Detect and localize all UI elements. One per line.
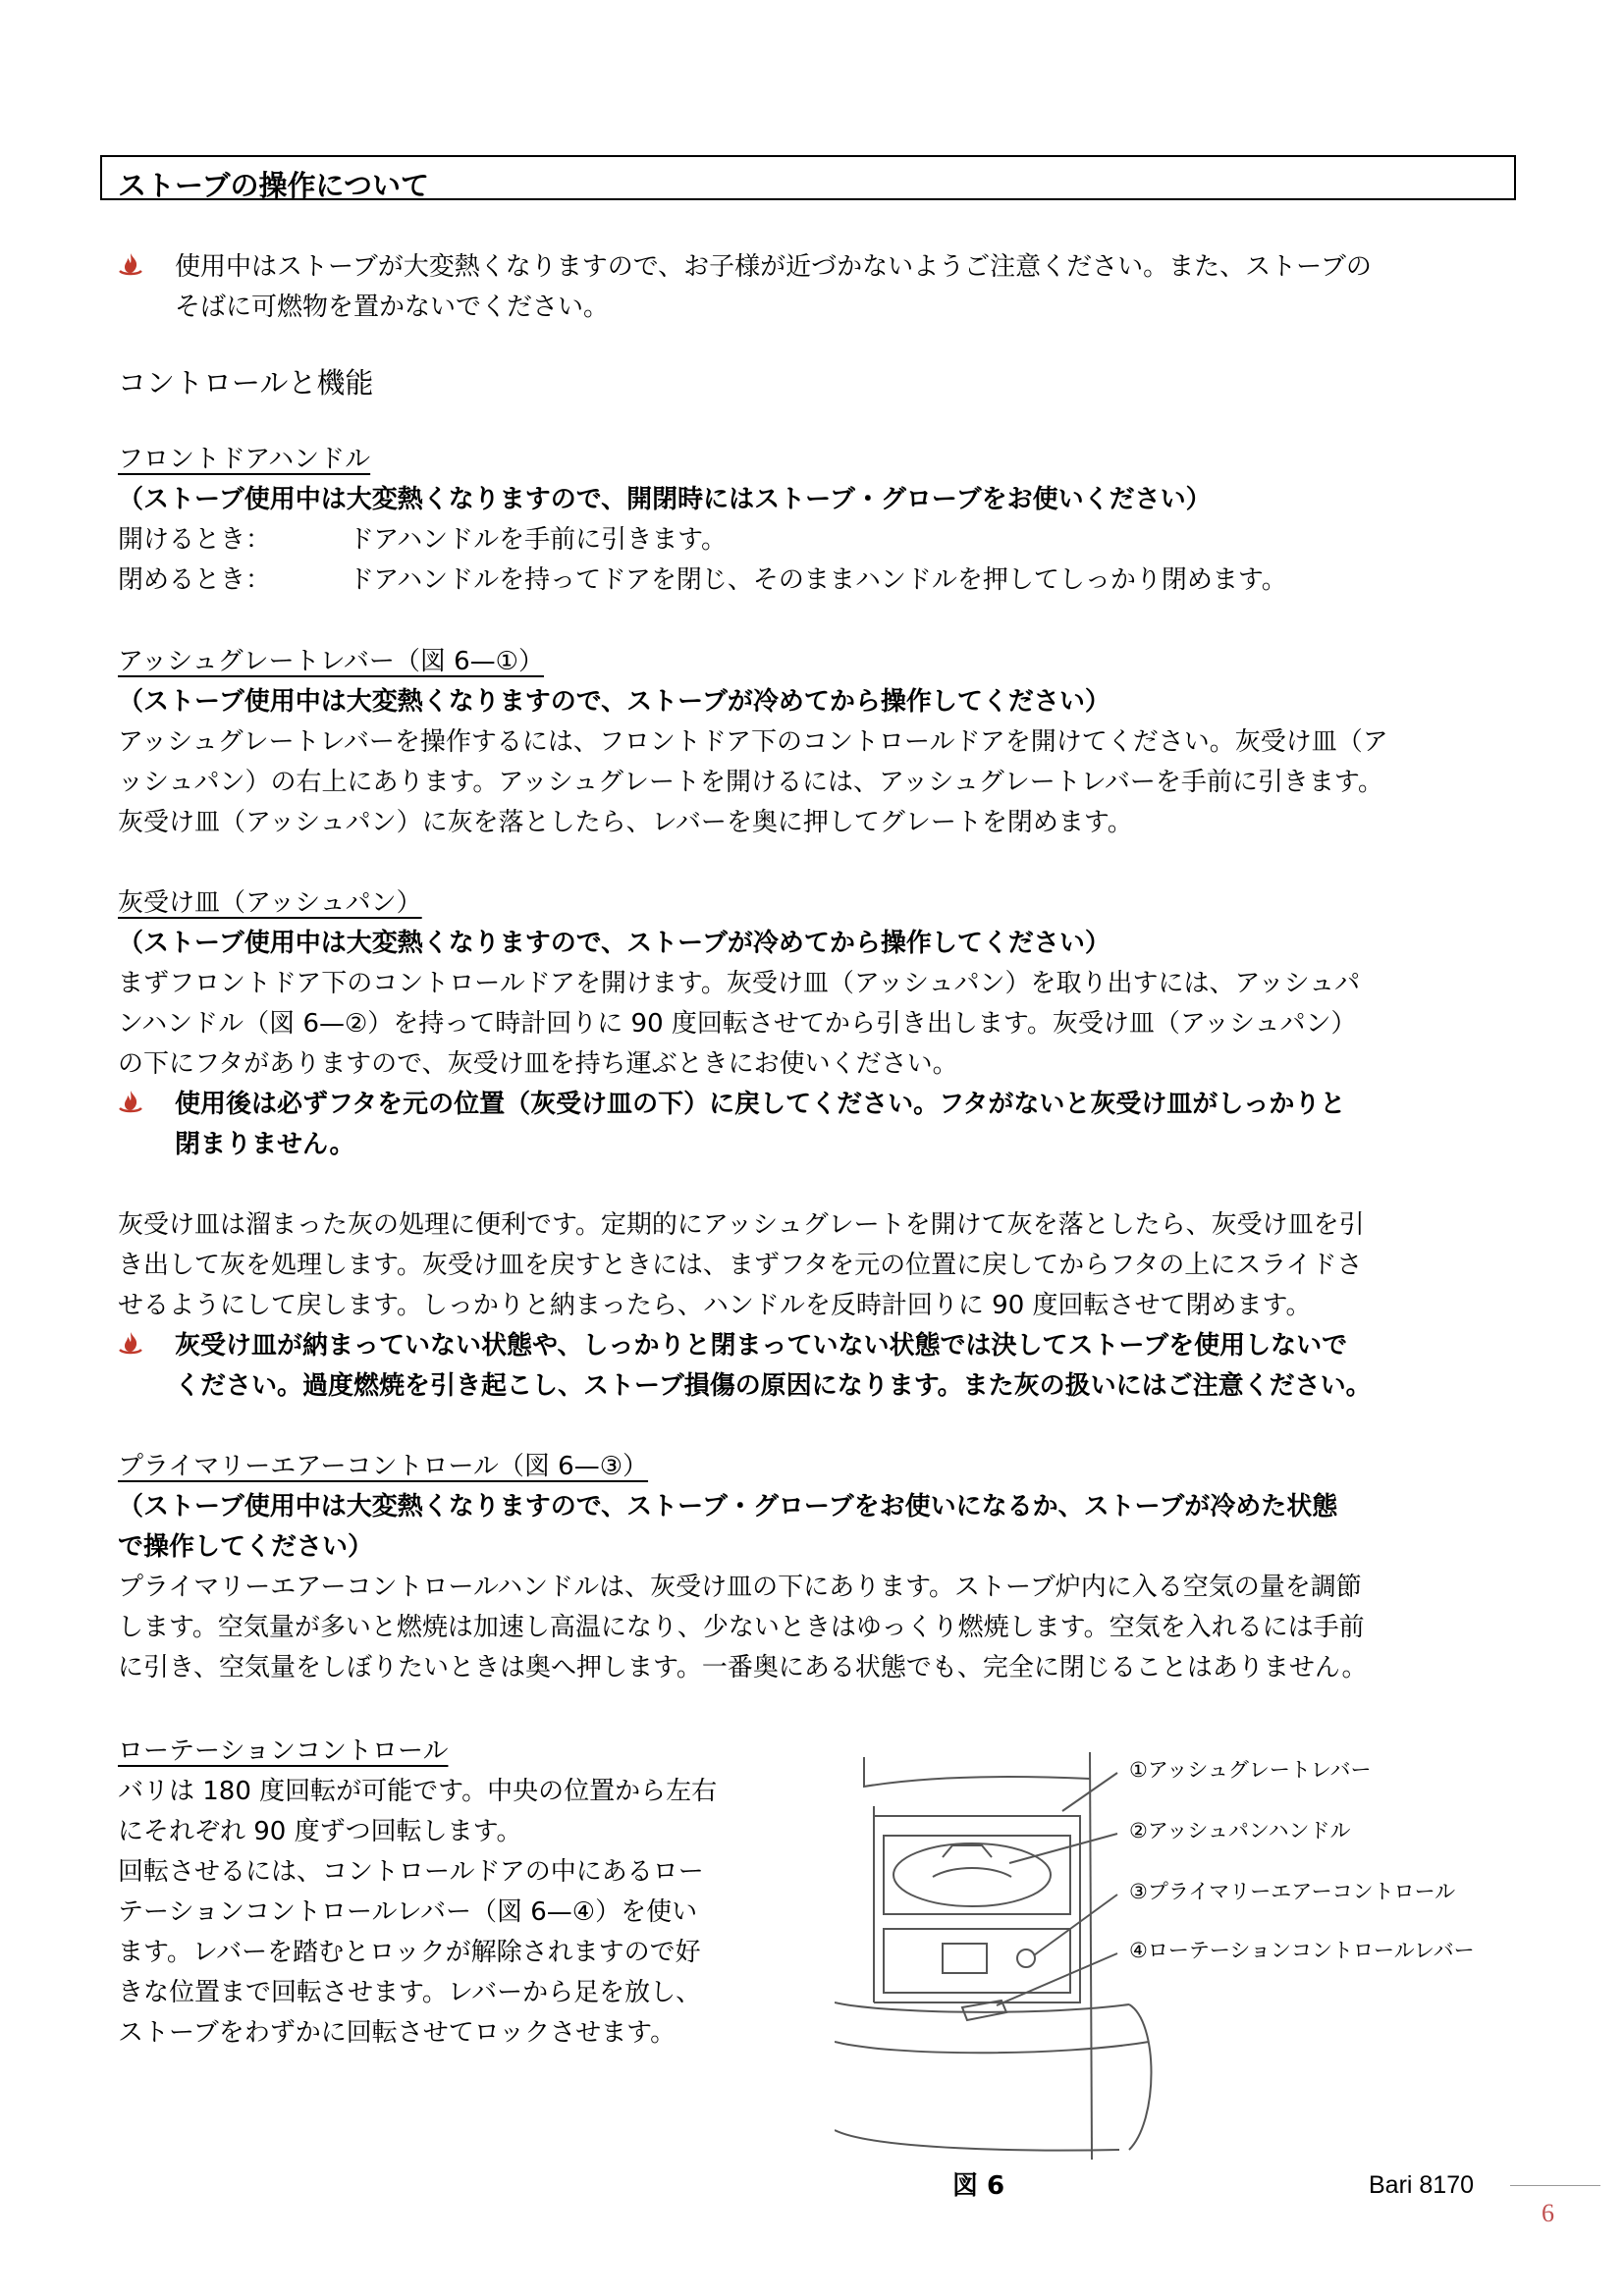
footer-rule	[1510, 2185, 1600, 2186]
close-text: ドアハンドルを持ってドアを閉じ、そのままハンドルを押してしっかり閉めます。	[349, 565, 1287, 595]
open-row	[118, 520, 1512, 561]
body-line: ます。レバーを踏むとロックが解除されますので好	[118, 1938, 701, 1967]
front-door-section	[118, 440, 1512, 601]
section-title-box	[100, 155, 1516, 200]
warning-line: 使用後は必ずフタを元の位置（灰受け皿の下）に戻してください。フタがないと灰受け皿がしっかりと	[175, 1090, 1346, 1119]
ash-grate-section	[118, 642, 1512, 843]
flame-warning-icon	[118, 1330, 143, 1356]
footer-model: Bari 8170	[1369, 2171, 1475, 2199]
ash-grate-caution: （ストーブ使用中は大変熱くなりますので、ストーブが冷めてから操作してください）	[118, 687, 1110, 717]
body-line: の下にフタがありますので、灰受け皿を持ち運ぶときにお使いください。	[118, 1049, 958, 1079]
body-line: ンハンドル（図 6—②）を持って時計回りに 90 度回転させてから引き出します。灰受け皿（アッシュパン）	[118, 1009, 1357, 1039]
warning-notice-top	[118, 247, 1512, 328]
warning-line: 閉まりません。	[175, 1130, 355, 1159]
body-line: にそれぞれ 90 度ずつ回転します。	[118, 1817, 522, 1846]
front-door-caution: （ストーブ使用中は大変熱くなりますので、開閉時にはストーブ・グローブをお使いください）	[118, 485, 1212, 514]
warning-line: そばに可燃物を置かないでください。	[175, 293, 610, 322]
body-line: 灰受け皿（アッシュパン）に灰を落としたら、レバーを奥に押してグレートを閉めます。	[118, 808, 1133, 837]
front-door-heading: フロントドアハンドル	[118, 445, 371, 474]
body-line: します。空気量が多いと燃焼は加速し高温になり、少ないときはゆっくり燃焼します。空気を入れるには手前	[118, 1613, 1365, 1642]
warning-notice-ash-pan	[118, 1326, 1512, 1407]
page-title: ストーブの操作について	[118, 169, 429, 202]
body-line: せるようにして戻します。しっかりと納まったら、ハンドルを反時計回りに 90 度回転させて閉めます。	[118, 1291, 1312, 1320]
figure-label-rotation: ④ローテーションコントロールレバー	[1129, 1939, 1475, 1962]
warning-line: ください。過度燃焼を引き起こし、ストーブ損傷の原因になります。また灰の扱いにはご注意ください。	[175, 1371, 1372, 1401]
close-label: 閉めるとき：	[118, 565, 272, 595]
primary-air-section	[118, 1447, 1512, 1688]
ash-pan-section	[118, 883, 1512, 1085]
figure-label-primary-air: ③プライマリーエアーコントロール	[1129, 1880, 1456, 1903]
body-line: 灰受け皿は溜まった灰の処理に便利です。定期的にアッシュグレートを開けて灰を落としたら、灰受け皿を引	[118, 1210, 1365, 1240]
open-text: ドアハンドルを手前に引きます。	[349, 525, 728, 555]
ash-grate-heading: アッシュグレートレバー（図 6—①）	[118, 647, 544, 676]
flame-warning-icon	[118, 1089, 143, 1114]
ash-pan-body-2	[118, 1205, 1512, 1326]
figure-caption: 図 6	[952, 2171, 1005, 2201]
ash-pan-heading: 灰受け皿（アッシュパン）	[118, 888, 422, 918]
flame-warning-icon	[118, 251, 143, 277]
warning-notice-lid	[118, 1085, 1512, 1165]
body-line: まずフロントドア下のコントロールドアを開けます。灰受け皿（アッシュパン）を取り出すには、アッシュパ	[118, 969, 1361, 998]
body-line: アッシュグレートレバーを操作するには、フロントドア下のコントロールドアを開けてください。灰受け皿（ア	[118, 727, 1388, 757]
open-label: 開けるとき：	[118, 525, 272, 555]
close-row	[118, 561, 1512, 601]
section-heading: コントロールと機能	[118, 366, 374, 400]
figure-label-ash-pan: ②アッシュパンハンドル	[1129, 1819, 1351, 1842]
body-line: テーションコントロールレバー（図 6—④）を使い	[118, 1897, 698, 1927]
figure-label-ash-grate: ①アッシュグレートレバー	[1129, 1758, 1372, 1782]
body-line: 回転させるには、コントロールドアの中にあるロー	[118, 1857, 704, 1887]
body-line: き出して灰を処理します。灰受け皿を戻すときには、まずフタを元の位置に戻してからフタの上にスライドさ	[118, 1251, 1363, 1280]
primary-air-caution: （ストーブ使用中は大変熱くなりますので、ストーブ・グローブをお使いになるか、ストーブが冷めた状態	[118, 1492, 1338, 1522]
body-line: きな位置まで回転させます。レバーから足を放し、	[118, 1978, 702, 2007]
body-line: プライマリーエアーコントロールハンドルは、灰受け皿の下にあります。ストーブ炉内に入る空気の量を調節	[118, 1573, 1362, 1602]
primary-air-heading: プライマリーエアーコントロール（図 6—③）	[118, 1452, 649, 1481]
stove-diagram	[835, 1747, 1502, 2160]
warning-line: 使用中はストーブが大変熱くなりますので、お子様が近づかないようご注意ください。また、ストーブの	[175, 252, 1372, 282]
warning-line: 灰受け皿が納まっていない状態や、しっかりと閉まっていない状態では決してストーブを使用しないで	[175, 1331, 1348, 1361]
primary-air-caution: で操作してください）	[118, 1532, 374, 1562]
body-line: に引き、空気量をしぼりたいときは奥へ押します。一番奥にある状態でも、完全に閉じることはありません。	[118, 1653, 1368, 1682]
rotation-heading: ローテーションコントロール	[118, 1736, 449, 1766]
ash-pan-caution: （ストーブ使用中は大変熱くなりますので、ストーブが冷めてから操作してください）	[118, 929, 1110, 958]
body-line: バリは 180 度回転が可能です。中央の位置から左右	[118, 1777, 718, 1806]
body-line: ッシュパン）の右上にあります。アッシュグレートを開けるには、アッシュグレートレバーを手前に引きます。	[118, 768, 1383, 797]
body-line: ストーブをわずかに回転させてロックさせます。	[118, 2018, 677, 2048]
rotation-section	[118, 1732, 805, 2054]
page-number: 6	[1542, 2199, 1554, 2227]
